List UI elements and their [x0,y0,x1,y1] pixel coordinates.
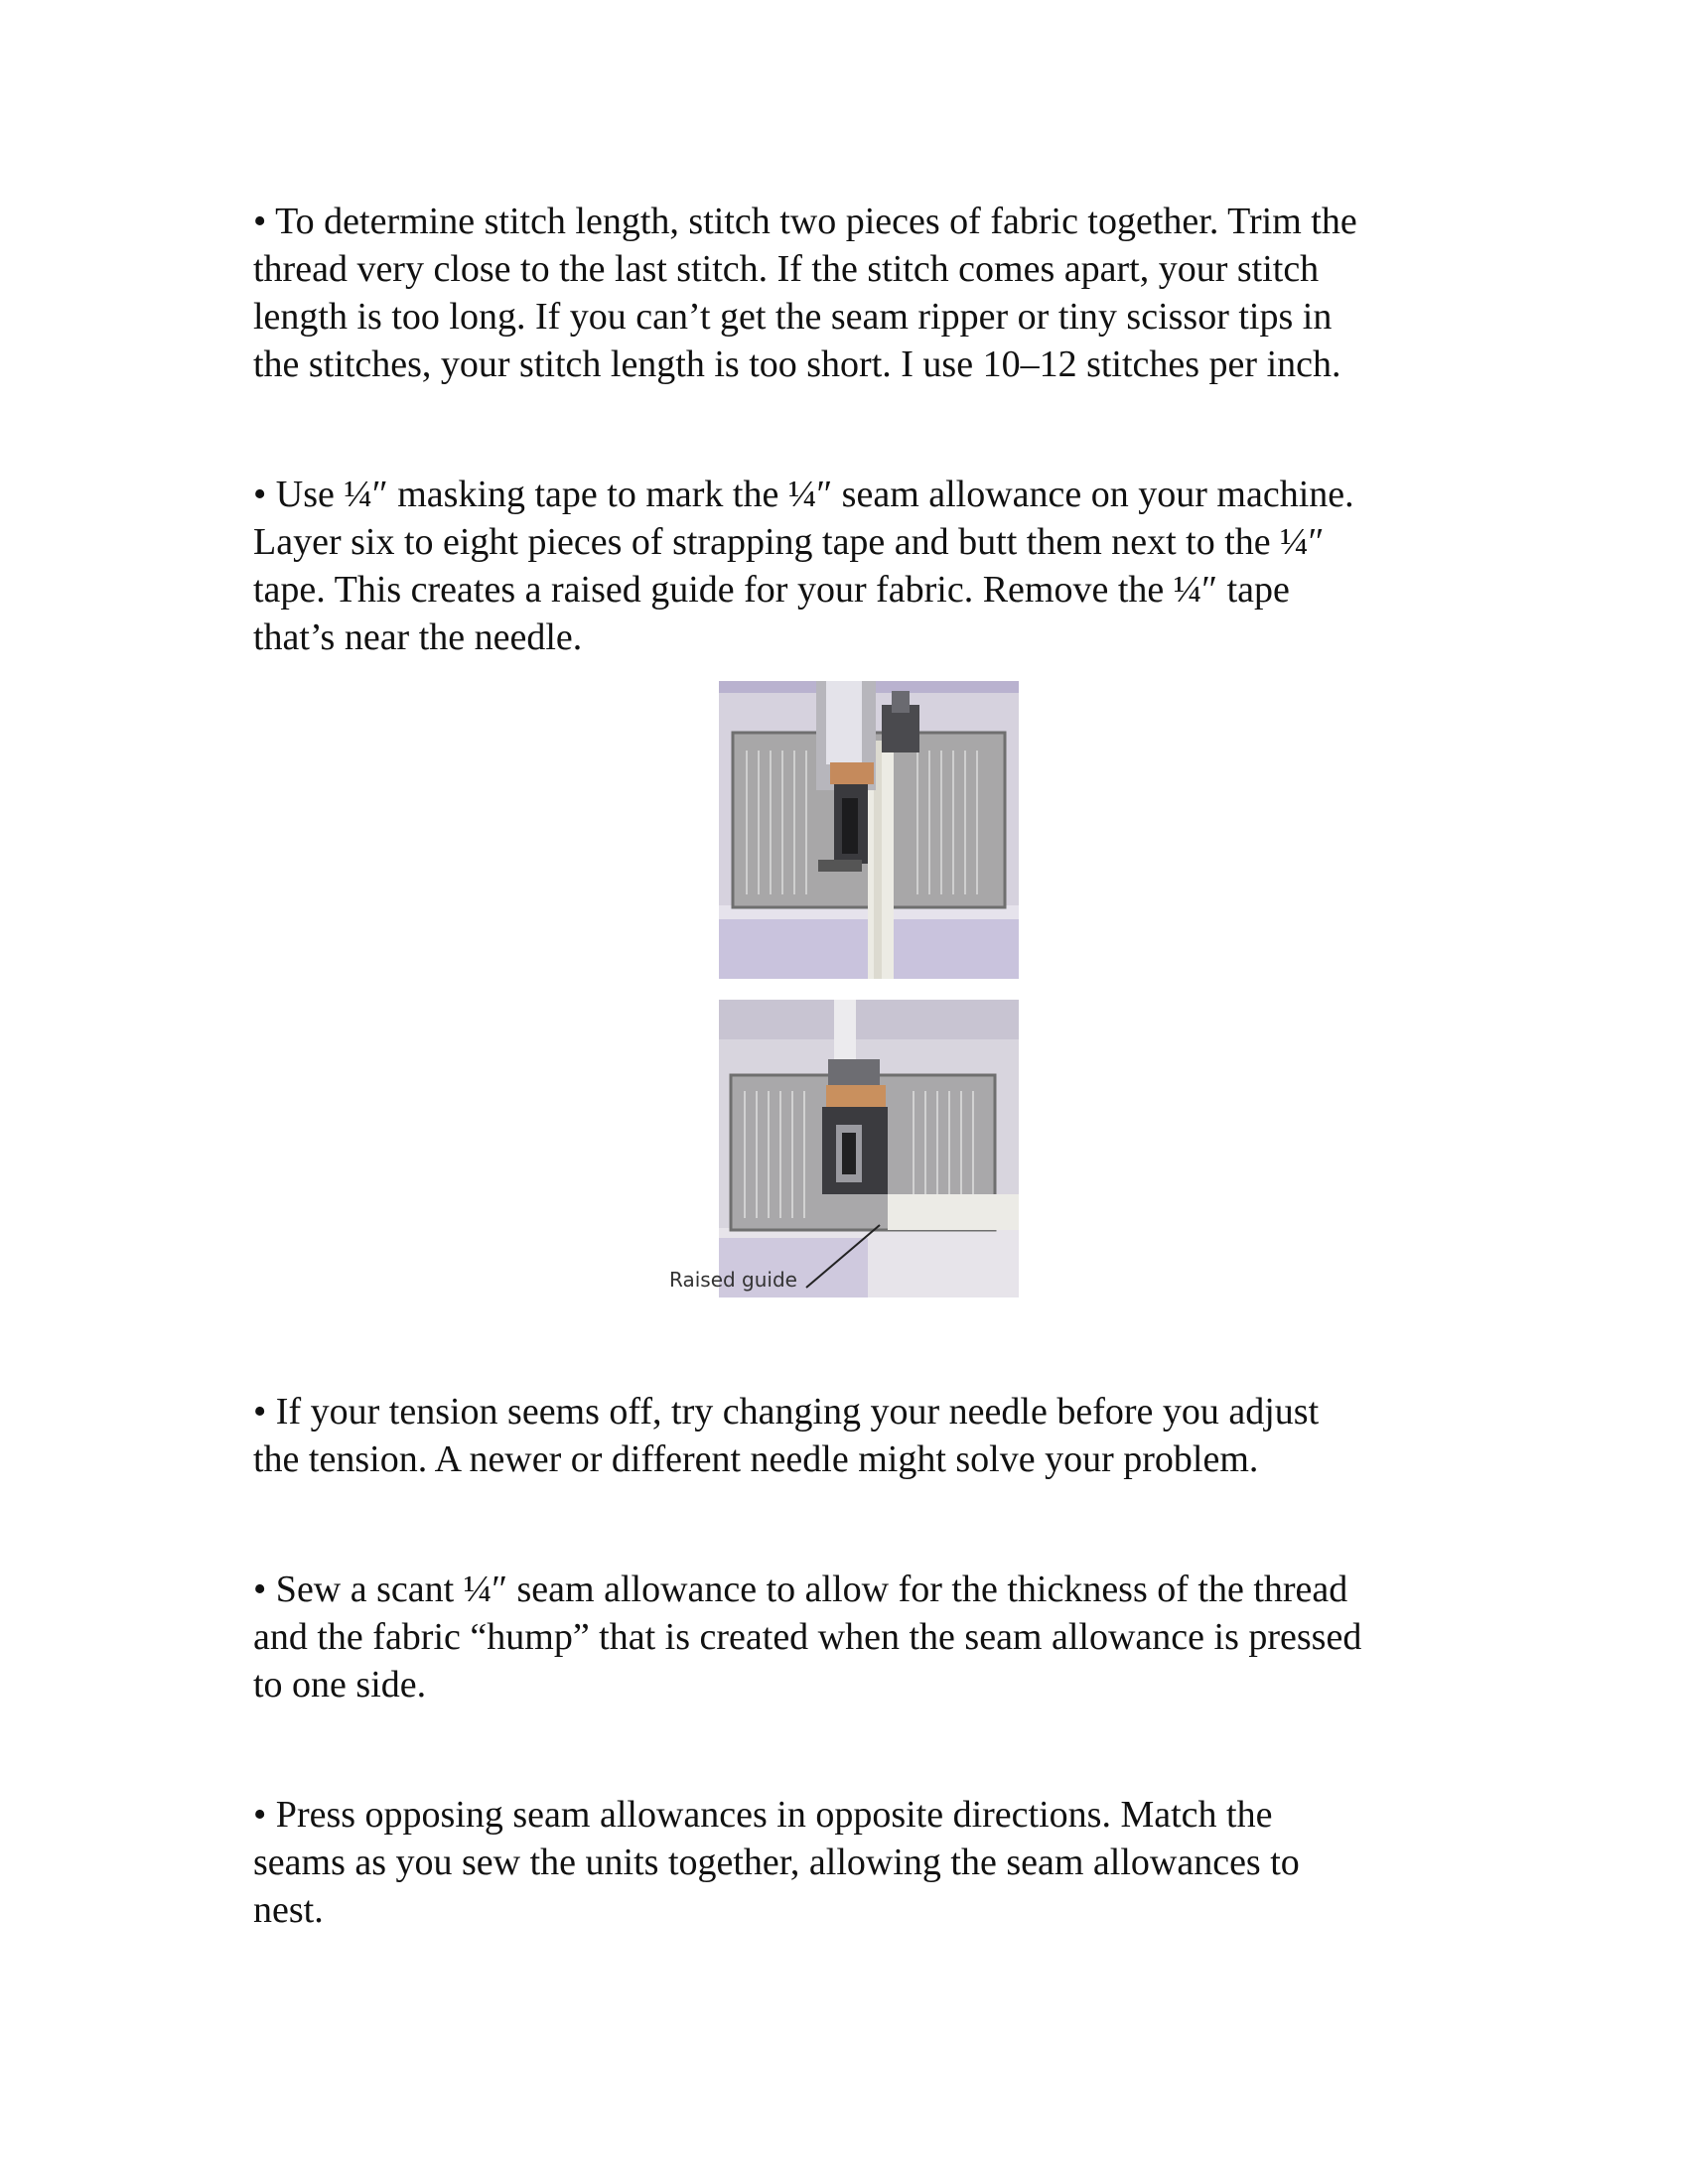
sewing-machine-photo-bottom [719,1000,1019,1297]
tip-masking-tape: • Use ¼″ masking tape to mark the ¼″ seam allowance on your machine. Layer six to eight pieces of strapping tape and butt them next to the ¼″ tape. This creates a raised guide for your fabric. Remove the ¼″ tape that’s near the needle. [253,474,1354,658]
tip-stitch-length: • To determine stitch length, stitch two pieces of fabric together. Trim the thread very close to the last stitch. If the stitch comes apart, your stitch length is too long. If you can’t get the seam ripper or tiny scissor tips in the stitches, your stitch length is too short. I use 10–12 stitches per inch. [253,201,1357,385]
sewing-machine-photo-top [719,681,1019,979]
tip-tension: • If your tension seems off, try changing your needle before you adjust the tension. A newer or different needle might solve your problem. [253,1391,1320,1480]
tip-scant-seam: • Sew a scant ¼″ seam allowance to allow for the thickness of the thread and the fabric “hump” that is created when the seam allowance is pressed to one side. [253,1569,1362,1706]
tip-press-seams: • Press opposing seam allowances in opposite directions. Match the seams as you sew the units together, allowing the seam allowances to nest. [253,1794,1300,1931]
raised-guide-caption: Raised guide [669,1268,797,1292]
